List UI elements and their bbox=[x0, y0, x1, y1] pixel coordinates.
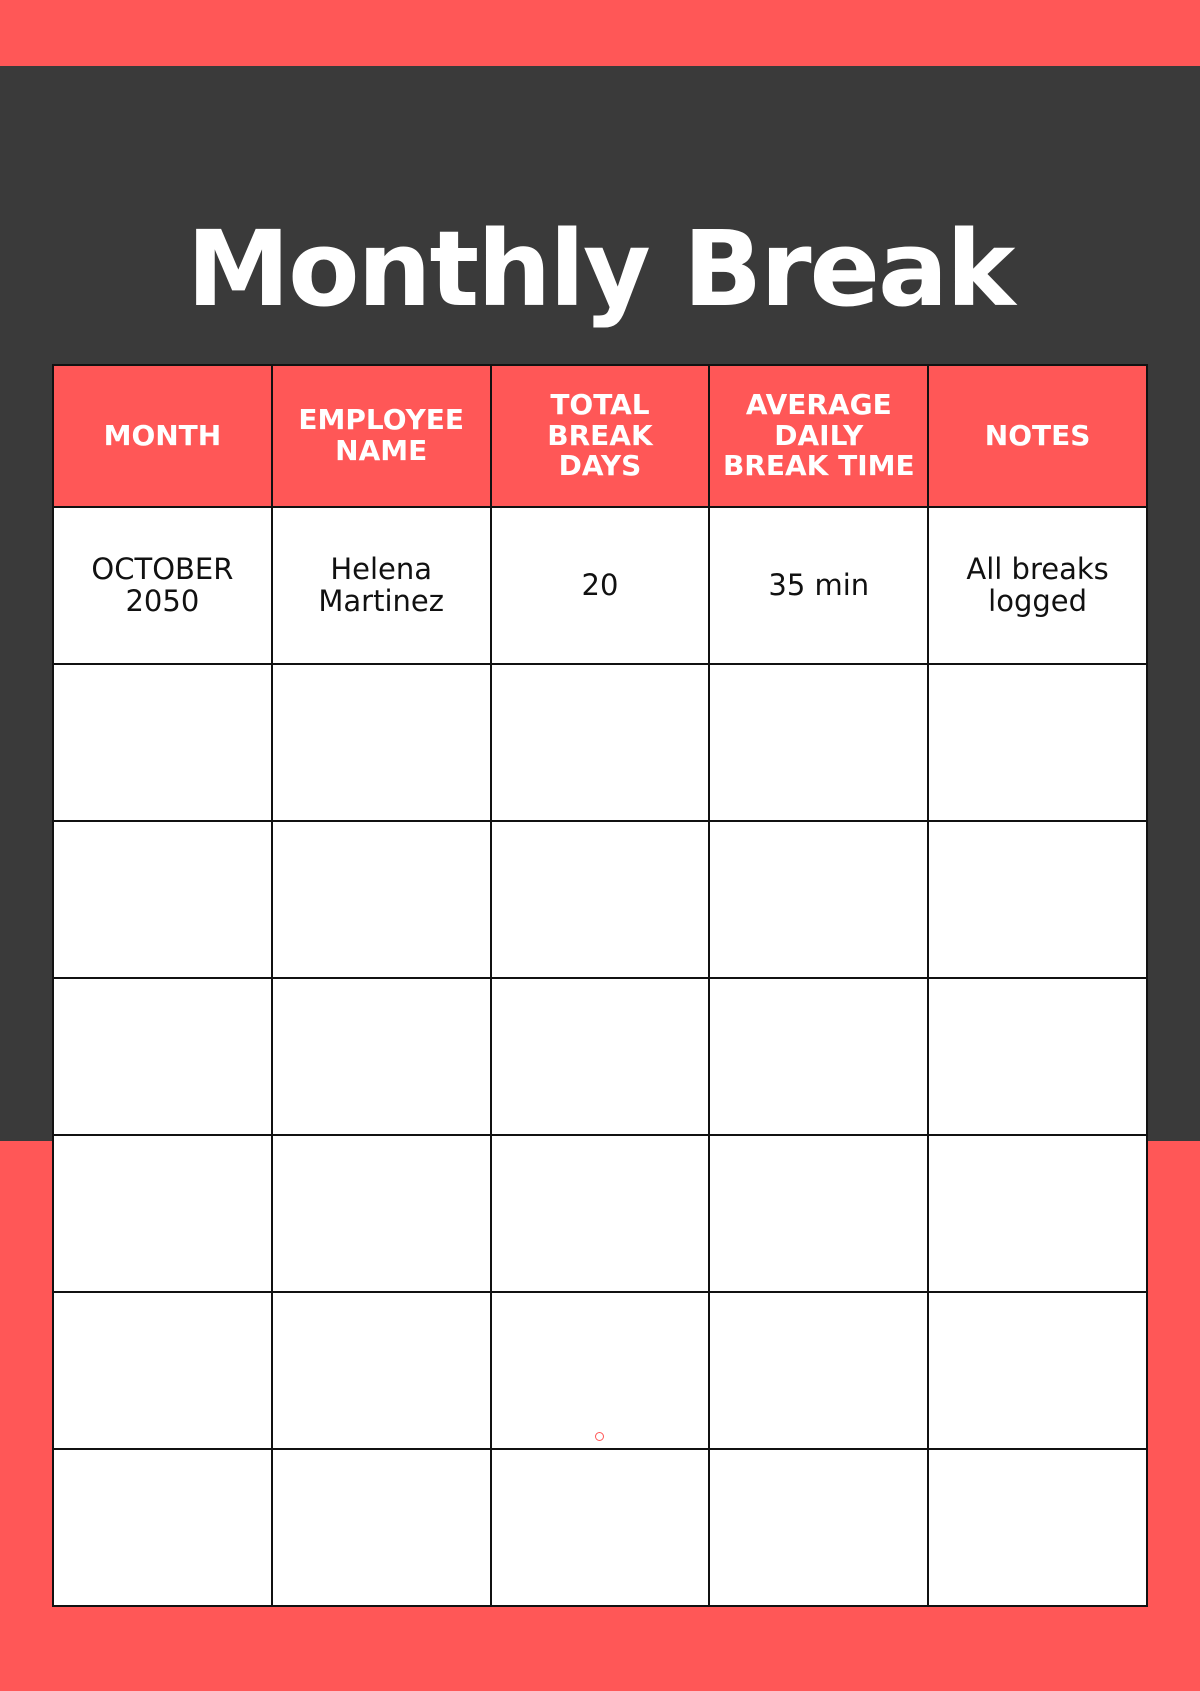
cell-average-daily-break-time[interactable] bbox=[709, 821, 928, 978]
cell-average-daily-break-time[interactable] bbox=[709, 664, 928, 821]
cell-employee-name[interactable] bbox=[272, 1135, 491, 1292]
break-table-container bbox=[52, 364, 1148, 1607]
cell-total-break-days[interactable]: 20 bbox=[491, 507, 710, 664]
cell-month[interactable] bbox=[53, 1449, 272, 1606]
cell-notes[interactable]: All breaks logged bbox=[928, 507, 1147, 664]
table-row bbox=[53, 1449, 1147, 1606]
table-row bbox=[53, 1135, 1147, 1292]
break-table bbox=[52, 364, 1148, 1607]
header-notes: NOTES bbox=[928, 365, 1147, 507]
cell-notes[interactable] bbox=[928, 1292, 1147, 1449]
page-title: Monthly Break bbox=[186, 207, 1014, 330]
table-row bbox=[53, 507, 1147, 664]
cell-month[interactable] bbox=[53, 1135, 272, 1292]
cell-month[interactable] bbox=[53, 821, 272, 978]
cell-total-break-days[interactable] bbox=[491, 821, 710, 978]
cell-employee-name[interactable] bbox=[272, 821, 491, 978]
cell-average-daily-break-time[interactable] bbox=[709, 1292, 928, 1449]
cell-notes[interactable] bbox=[928, 978, 1147, 1135]
cell-notes[interactable] bbox=[928, 1135, 1147, 1292]
cell-month[interactable] bbox=[53, 664, 272, 821]
small-circle-marker bbox=[595, 1432, 604, 1441]
table-row bbox=[53, 821, 1147, 978]
cell-employee-name[interactable] bbox=[272, 1449, 491, 1606]
table-row bbox=[53, 1292, 1147, 1449]
top-accent-strip bbox=[0, 0, 1200, 66]
table-row bbox=[53, 664, 1147, 821]
cell-total-break-days[interactable] bbox=[491, 1449, 710, 1606]
cell-notes[interactable] bbox=[928, 1449, 1147, 1606]
cell-average-daily-break-time[interactable] bbox=[709, 1449, 928, 1606]
cell-employee-name[interactable] bbox=[272, 978, 491, 1135]
cell-employee-name[interactable] bbox=[272, 1292, 491, 1449]
header-month: MONTH bbox=[53, 365, 272, 507]
cell-employee-name[interactable]: Helena Martinez bbox=[272, 507, 491, 664]
cell-notes[interactable] bbox=[928, 664, 1147, 821]
cell-total-break-days[interactable] bbox=[491, 664, 710, 821]
cell-total-break-days[interactable] bbox=[491, 1135, 710, 1292]
header-employee-name: EMPLOYEE NAME bbox=[272, 365, 491, 507]
cell-average-daily-break-time[interactable] bbox=[709, 978, 928, 1135]
cell-total-break-days[interactable] bbox=[491, 978, 710, 1135]
table-row bbox=[53, 978, 1147, 1135]
cell-month[interactable] bbox=[53, 1292, 272, 1449]
table-header-row bbox=[53, 365, 1147, 507]
cell-average-daily-break-time[interactable]: 35 min bbox=[709, 507, 928, 664]
cell-month[interactable] bbox=[53, 978, 272, 1135]
cell-notes[interactable] bbox=[928, 821, 1147, 978]
cell-average-daily-break-time[interactable] bbox=[709, 1135, 928, 1292]
cell-employee-name[interactable] bbox=[272, 664, 491, 821]
header-total-break-days: TOTAL BREAK DAYS bbox=[491, 365, 710, 507]
cell-month[interactable]: OCTOBER 2050 bbox=[53, 507, 272, 664]
cell-total-break-days[interactable] bbox=[491, 1292, 710, 1449]
header-average-daily-break-time: AVERAGE DAILY BREAK TIME bbox=[709, 365, 928, 507]
